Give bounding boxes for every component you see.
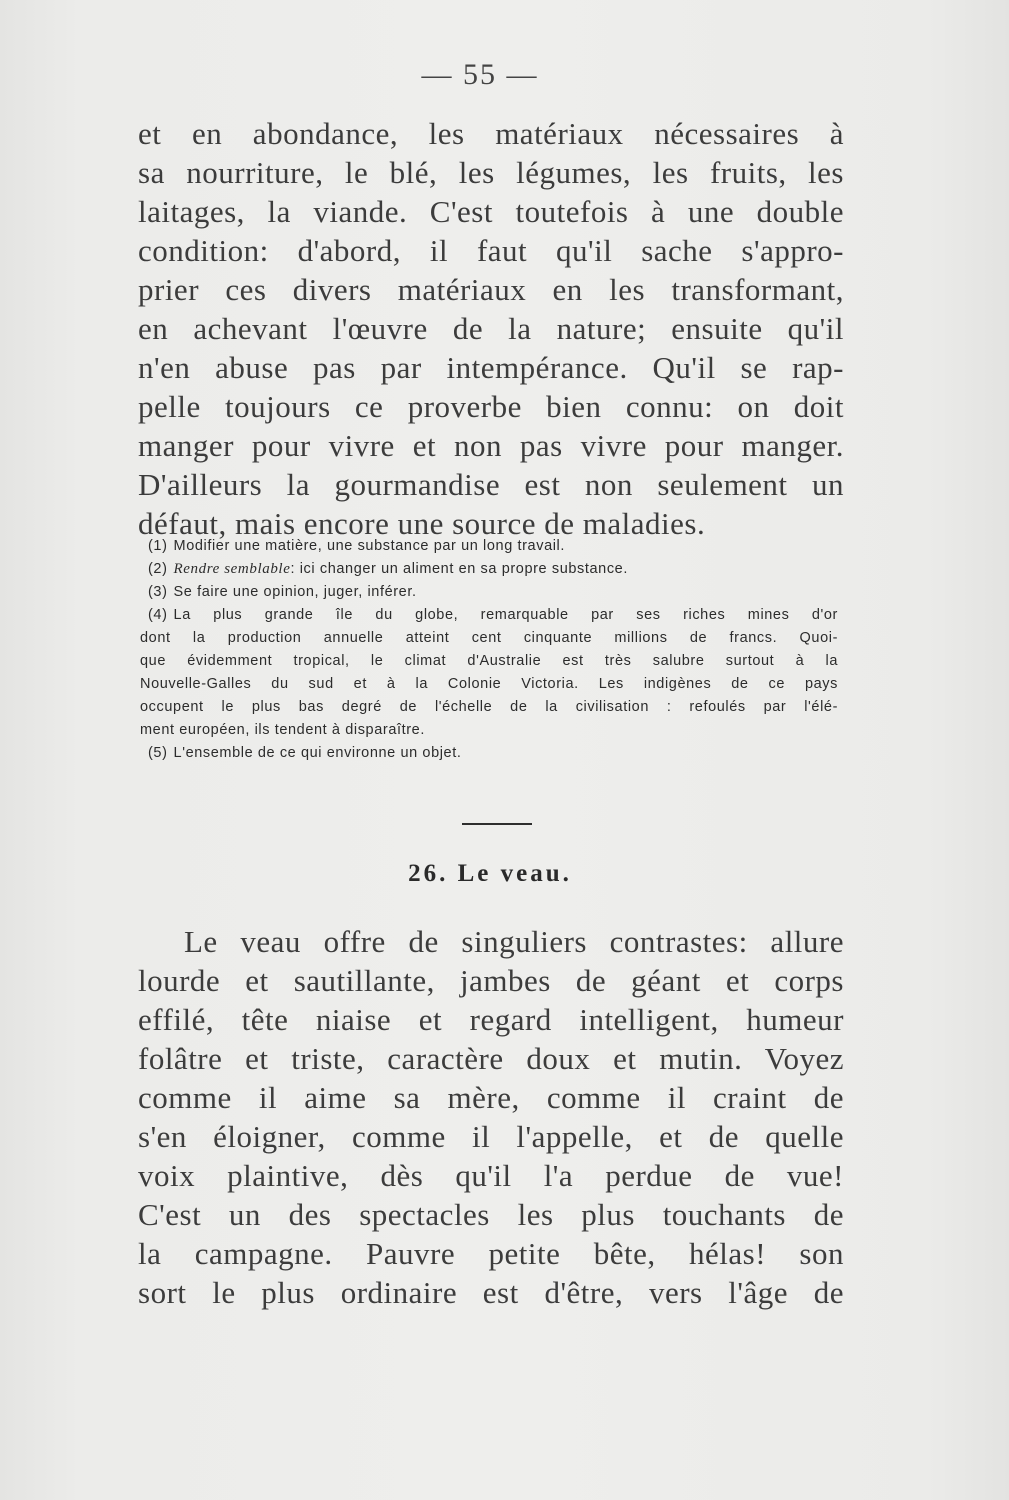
text-line: la campagne. Pauvre petite bête, hélas! son bbox=[138, 1236, 844, 1271]
text-line: condition: d'abord, il faut qu'il sache s'appro- bbox=[138, 233, 844, 268]
text-line: sa nourriture, le blé, les légumes, les fruits, les bbox=[138, 155, 844, 190]
text-line: en achevant l'œuvre de la nature; ensuite qu'il bbox=[138, 311, 844, 346]
section-divider bbox=[462, 823, 532, 825]
footnote-2 bbox=[140, 558, 838, 581]
footnote-number: (5) bbox=[148, 745, 168, 761]
footnote-number: (3) bbox=[148, 584, 168, 600]
paragraph-le-veau bbox=[138, 922, 844, 1312]
footnote-5 bbox=[140, 742, 838, 765]
text-line: D'ailleurs la gourmandise est non seulement un bbox=[138, 467, 844, 502]
text-line: et en abondance, les matériaux nécessaires à bbox=[138, 116, 844, 151]
text-line: manger pour vivre et non pas vivre pour manger. bbox=[138, 428, 844, 463]
footnote-text: Modifier une matière, une substance par un long travail. bbox=[173, 538, 566, 554]
footnote-text: : ici changer un aliment en sa propre substance. bbox=[290, 561, 628, 577]
text-line: voix plaintive, dès qu'il l'a perdue de vue! bbox=[138, 1158, 844, 1193]
footnote-3 bbox=[140, 581, 838, 604]
text-line: sort le plus ordinaire est d'être, vers l'âge de bbox=[138, 1275, 844, 1310]
footnote-text: La plus grande île du globe, remarquable par ses riches mines d'or bbox=[173, 607, 838, 623]
text-line: pelle toujours ce proverbe bien connu: on doit bbox=[138, 389, 844, 424]
footnote-text: Se faire une opinion, juger, inférer. bbox=[173, 584, 417, 600]
footnote-4-line: que évidemment tropical, le climat d'Australie est très salubre surtout à la bbox=[140, 653, 838, 669]
text-line: effilé, tête niaise et regard intelligent, humeur bbox=[138, 1002, 844, 1037]
text-line: folâtre et triste, caractère doux et mutin. Voyez bbox=[138, 1041, 844, 1076]
footnote-4-line: ment européen, ils tendent à disparaître. bbox=[140, 722, 425, 738]
text-line: C'est un des spectacles les plus touchants de bbox=[138, 1197, 844, 1232]
text-line: s'en éloigner, comme il l'appelle, et de quelle bbox=[138, 1119, 844, 1154]
footnote-1 bbox=[140, 535, 838, 558]
text-line: n'en abuse pas par intempérance. Qu'il se rap- bbox=[138, 350, 844, 385]
footnote-number: (2) bbox=[148, 561, 168, 577]
text-line: comme il aime sa mère, comme il craint de bbox=[138, 1080, 844, 1115]
footnote-4-line: occupent le plus bas degré de l'échelle de la civilisation : refoulés par l'élé- bbox=[140, 699, 838, 715]
text-line: défaut, mais encore une source de maladies. bbox=[138, 506, 706, 541]
section-title: 26. Le veau. bbox=[408, 860, 572, 887]
text-line: laitages, la viande. C'est toutefois à une double bbox=[138, 194, 844, 229]
footnotes bbox=[140, 535, 838, 765]
text-line: lourde et sautillante, jambes de géant et corps bbox=[138, 963, 844, 998]
paragraph-continuation bbox=[138, 114, 844, 543]
footnote-4-line: dont la production annuelle atteint cent cinquante millions de francs. Quoi- bbox=[140, 630, 838, 646]
page-number: — 55 — bbox=[421, 58, 539, 91]
text-line: Le veau offre de singuliers contrastes: allure bbox=[184, 924, 844, 959]
footnote-4-line: Nouvelle-Galles du sud et à la Colonie Victoria. Les indigènes de ce pays bbox=[140, 676, 838, 692]
footnote-number: (1) bbox=[148, 538, 168, 554]
text-line: prier ces divers matériaux en les transformant, bbox=[138, 272, 844, 307]
footnote-4 bbox=[140, 604, 838, 627]
footnote-italic-term: Rendre semblable bbox=[173, 561, 291, 577]
footnote-text: L'ensemble de ce qui environne un objet. bbox=[173, 745, 462, 761]
footnote-number: (4) bbox=[148, 607, 168, 623]
